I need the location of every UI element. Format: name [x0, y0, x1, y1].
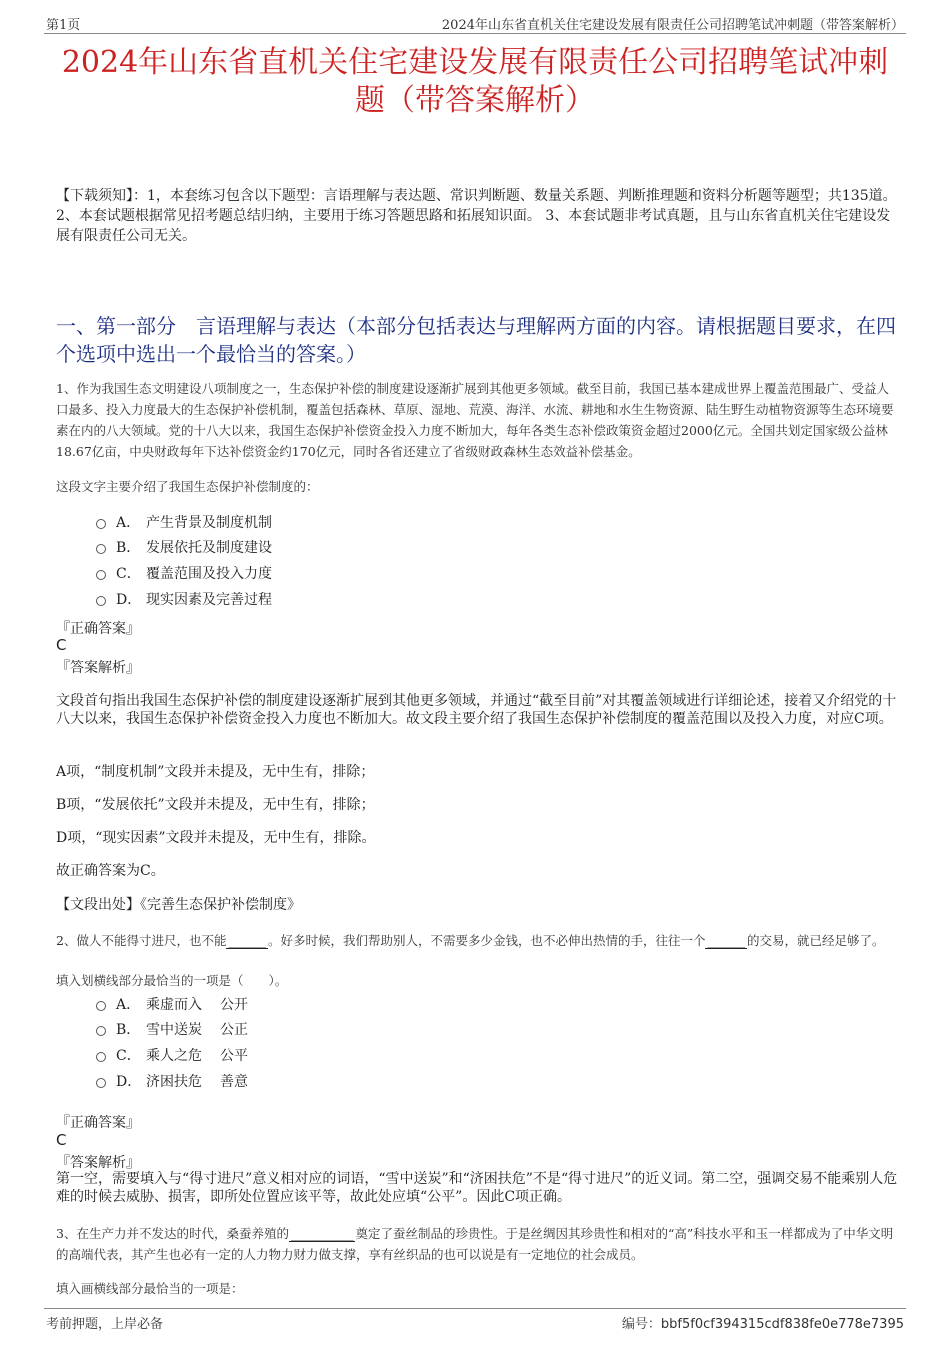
q2-option-b[interactable]: B． 雪中送炭 公正	[96, 1019, 248, 1039]
q1-question: 这段文字主要介绍了我国生态保护补偿制度的：	[56, 479, 319, 494]
q1-analysis: 文段首句指出我国生态保护补偿的制度建设逐渐扩展到其他更多领域，并通过“截至目前”对其覆盖领域进行详细论述，接着又介绍党的十八大以来，我国生态保护补偿资金投入力度也不断加大。故文段主要介绍了我国生态保护补偿制度的覆盖范围以及投入力度，对应C项。	[56, 693, 897, 727]
q1-option-c[interactable]: C． 覆盖范围及投入力度	[96, 563, 272, 583]
section-heading: 一、第一部分 言语理解与表达（本部分包括表达与理解两方面的内容。请根据题目要求，在四个选项中选出一个最恰当的答案。）	[56, 314, 896, 366]
header-rule	[44, 33, 906, 34]
q1-note-b: B项，“发展依托”文段并未提及，无中生有，排除；	[56, 797, 375, 813]
q1-option-d[interactable]: D． 现实因素及完善过程	[96, 589, 272, 609]
header-doc-title: 2024年山东省直机关住宅建设发展有限责任公司招聘笔试冲刺题（带答案解析）	[441, 18, 904, 33]
q2-analysis: 第一空，需要填入与“得寸进尺”意义相对应的词语，“雪中送炭”和“济困扶危”不是“得寸进尺”的近义词。第二空，强调交易不能乘别人危难的时候去威胁、损害，即所处位置应该平等，故此处应填“公平”。因此C项正确。	[56, 1171, 898, 1205]
footer-code-value: bbf5f0cf394315cdf838fe0e778e7395	[660, 1317, 904, 1332]
q1-option-a[interactable]: A． 产生背景及制度机制	[96, 512, 272, 532]
radio-icon[interactable]	[96, 596, 106, 606]
q2-option-d[interactable]: D． 济困扶危 善意	[96, 1071, 248, 1091]
footer-rule	[44, 1308, 906, 1309]
q2-option-a[interactable]: A． 乘虚而入 公开	[96, 994, 248, 1014]
q1-source: 【文段出处】《完善生态保护补偿制度》	[56, 897, 301, 913]
radio-icon[interactable]	[96, 570, 106, 580]
radio-icon[interactable]	[96, 1001, 106, 1011]
q3-question: 填入画横线部分最恰当的一项是：	[56, 1281, 244, 1296]
q1-answer-label: 『正确答案』	[56, 621, 140, 637]
page-number: 第1页	[46, 18, 81, 33]
radio-icon[interactable]	[96, 1026, 106, 1036]
q2-option-c[interactable]: C． 乘人之危 公平	[96, 1045, 248, 1065]
footer-code	[622, 1313, 904, 1332]
q1-conclusion: 故正确答案为C。	[56, 863, 165, 879]
radio-icon[interactable]	[96, 1052, 106, 1062]
q2-analysis-label: 『答案解析』	[56, 1155, 140, 1171]
q3-blank[interactable]: __________	[290, 1226, 354, 1241]
radio-icon[interactable]	[96, 544, 106, 554]
q3-stem: 3、在生产力并不发达的时代，桑蚕养殖的 __________ 奠定了蚕丝制品的珍贵性。于是丝绸因其珍贵性和相对的“高”科技水平和玉一样都成为了中华文明的高端代表，其产生也必有一定的人力物力财力做支撑，享有丝织品的也可以说是有一定地位的社会成员。	[56, 1226, 894, 1262]
q1-note-a: A项，“制度机制”文段并未提及，无中生有，排除；	[56, 764, 375, 780]
radio-icon[interactable]	[96, 1078, 106, 1088]
document-title: 2024年山东省直机关住宅建设发展有限责任公司招聘笔试冲刺题（带答案解析）	[61, 45, 889, 118]
q2-question: 填入划横线部分最恰当的一项是（ ）。	[56, 973, 288, 988]
q2-blank-2[interactable]: ______	[707, 933, 745, 948]
q1-analysis-label: 『答案解析』	[56, 660, 140, 676]
q2-blank-1[interactable]: ______	[228, 933, 266, 948]
q2-stem: 2、做人不能得寸进尺，也不能 ______ 。好多时候，我们帮助别人，不需要多少金钱，也不必伸出热情的手，往往一个 ______ 的交易，就已经足够了。	[56, 933, 885, 948]
footer-slogan: 考前押题，上岸必备	[46, 1317, 164, 1332]
footer-code-label: 编号：	[621, 1317, 661, 1332]
download-notice: 【下载须知】：1，本套练习包含以下题型：言语理解与表达题、常识判断题、数量关系题、判断推理题和资料分析题等题型；共135道。 2、本套试题根据常见招考题总结归纳，主要用于练习答题思路和拓展知识面。 3、本套试题非考试真题，且与山东省直机关住宅建设发展有限责任公司无关。	[56, 188, 897, 244]
radio-icon[interactable]	[96, 519, 106, 529]
q1-note-d: D项，“现实因素”文段并未提及，无中生有，排除。	[56, 830, 376, 846]
q2-answer-label: 『正确答案』	[56, 1115, 140, 1131]
q1-stem: 1、作为我国生态文明建设八项制度之一，生态保护补偿的制度建设逐渐扩展到其他更多领域。截至目前，我国已基本建成世界上覆盖范围最广、受益人口最多、投入力度最大的生态保护补偿机制，覆盖包括森林、草原、湿地、荒漠、海洋、水流、耕地和水生生物资源、陆生野生动植物资源等生态环境要素在内的八大领域。党的十八大以来，我国生态保护补偿资金投入力度不断加大，每年各类生态补偿政策资金超过2000亿元。全国共划定国家级公益林18.67亿亩，中央财政每年下达补偿资金约170亿元，同时各省还建立了省级财政森林生态效益补偿基金。	[56, 381, 894, 459]
q1-answer: C	[56, 636, 67, 654]
q1-option-b[interactable]: B． 发展依托及制度建设	[96, 537, 272, 557]
q2-answer: C	[56, 1131, 67, 1149]
